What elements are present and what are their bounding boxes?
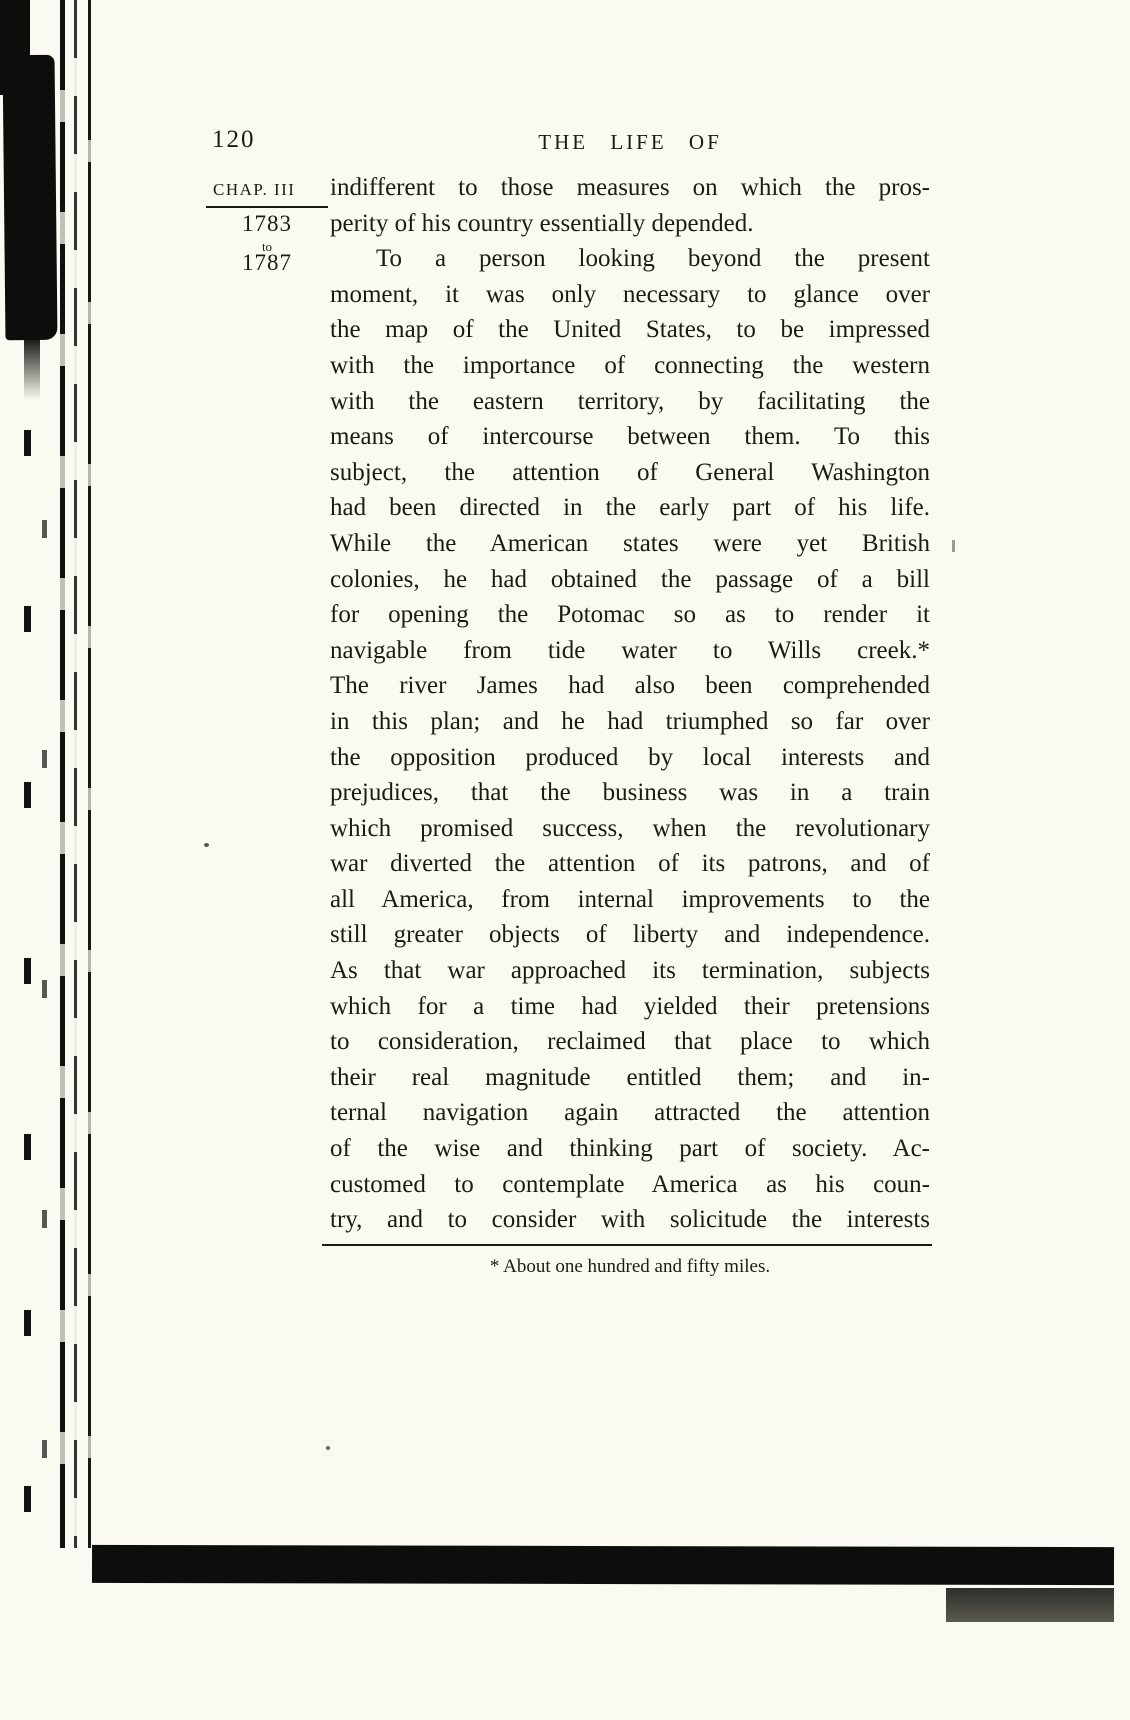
body-text-line: perity of his country essentially depended. [330,209,754,237]
body-text-line: which promised success, when the revolutionary [330,814,930,842]
scan-artifact-bottom-bar [92,1545,1114,1585]
scan-artifact-edge-line [74,0,77,1548]
body-text-line: with the importance of connecting the western [330,351,930,379]
scan-artifact-binding-blob [3,55,58,341]
footnote-rule [322,1244,932,1246]
body-text-line: The river James had also been comprehended [330,672,930,700]
body-text-line: ternal navigation again attracted the attention [330,1099,930,1127]
body-text-line: of the wise and thinking part of society. Ac- [330,1135,930,1163]
scan-artifact-dashed-line [42,520,47,1480]
body-text-line: While the American states were yet British [330,529,930,557]
body-text-line: moment, it was only necessary to glance over [330,280,930,308]
scan-artifact-dashed-line [24,430,31,1520]
body-text-line: war diverted the attention of its patrons, and of [330,850,930,878]
margin-year-connector: to [261,239,273,254]
body-text-line: To a person looking beyond the present [376,245,930,273]
body-text-line: indifferent to those measures on which the pros- [330,174,930,201]
body-text-line: for opening the Potomac so as to render it [330,601,930,629]
running-title: THE LIFE OF [538,130,722,154]
body-text-line: in this plan; and he had triumphed so far over [330,707,930,735]
body-text-line: customed to contemplate America as his coun- [330,1170,930,1198]
scan-artifact-binding-tail [24,336,40,400]
body-text-line: still greater objects of liberty and independence. [330,921,930,949]
chapter-rule [206,206,328,208]
scan-artifact-bottom-right-block [946,1588,1114,1622]
body-text-line: colonies, he had obtained the passage of a bill [330,565,930,593]
footnote-text: * About one hundred and fifty miles. [489,1256,771,1277]
body-text-line: all America, from internal improvements to the [330,885,930,913]
margin-year-start: 1783 [242,211,292,236]
body-text-line: the map of the United States, to be impressed [330,316,930,344]
body-text-line: prejudices, that the business was in a train [330,779,930,807]
body-text-line: with the eastern territory, by facilitating the [330,387,930,415]
scan-artifact-speck [952,540,955,552]
body-text-line: which for a time had yielded their pretensions [330,992,930,1020]
scan-artifact-page-edge-line [88,0,91,1548]
body-text-column [330,170,930,1238]
body-text-line: As that war approached its termination, subjects [330,957,930,985]
body-text-line: had been directed in the early part of his life. [330,494,930,522]
body-text-line: their real magnitude entitled them; and in- [330,1063,930,1091]
body-text-line: subject, the attention of General Washington [330,458,930,486]
scan-artifact-speck [204,843,209,847]
chapter-label: CHAP. III [213,180,296,199]
scan-artifact-speck [326,1446,330,1450]
scan-artifact-binding-corner [0,0,30,95]
page-number: 120 [212,126,256,153]
scan-artifact-edge-line [60,0,65,1548]
body-text-line: try, and to consider with solicitude the interests [330,1206,930,1234]
body-text-line: means of intercourse between them. To this [330,423,930,451]
margin-year-end: 1787 [242,250,292,275]
body-text-line: the opposition produced by local interests and [330,743,930,771]
body-text-line: navigable from tide water to Wills creek.* [330,636,930,664]
body-text-line: to consideration, reclaimed that place to which [330,1028,930,1056]
